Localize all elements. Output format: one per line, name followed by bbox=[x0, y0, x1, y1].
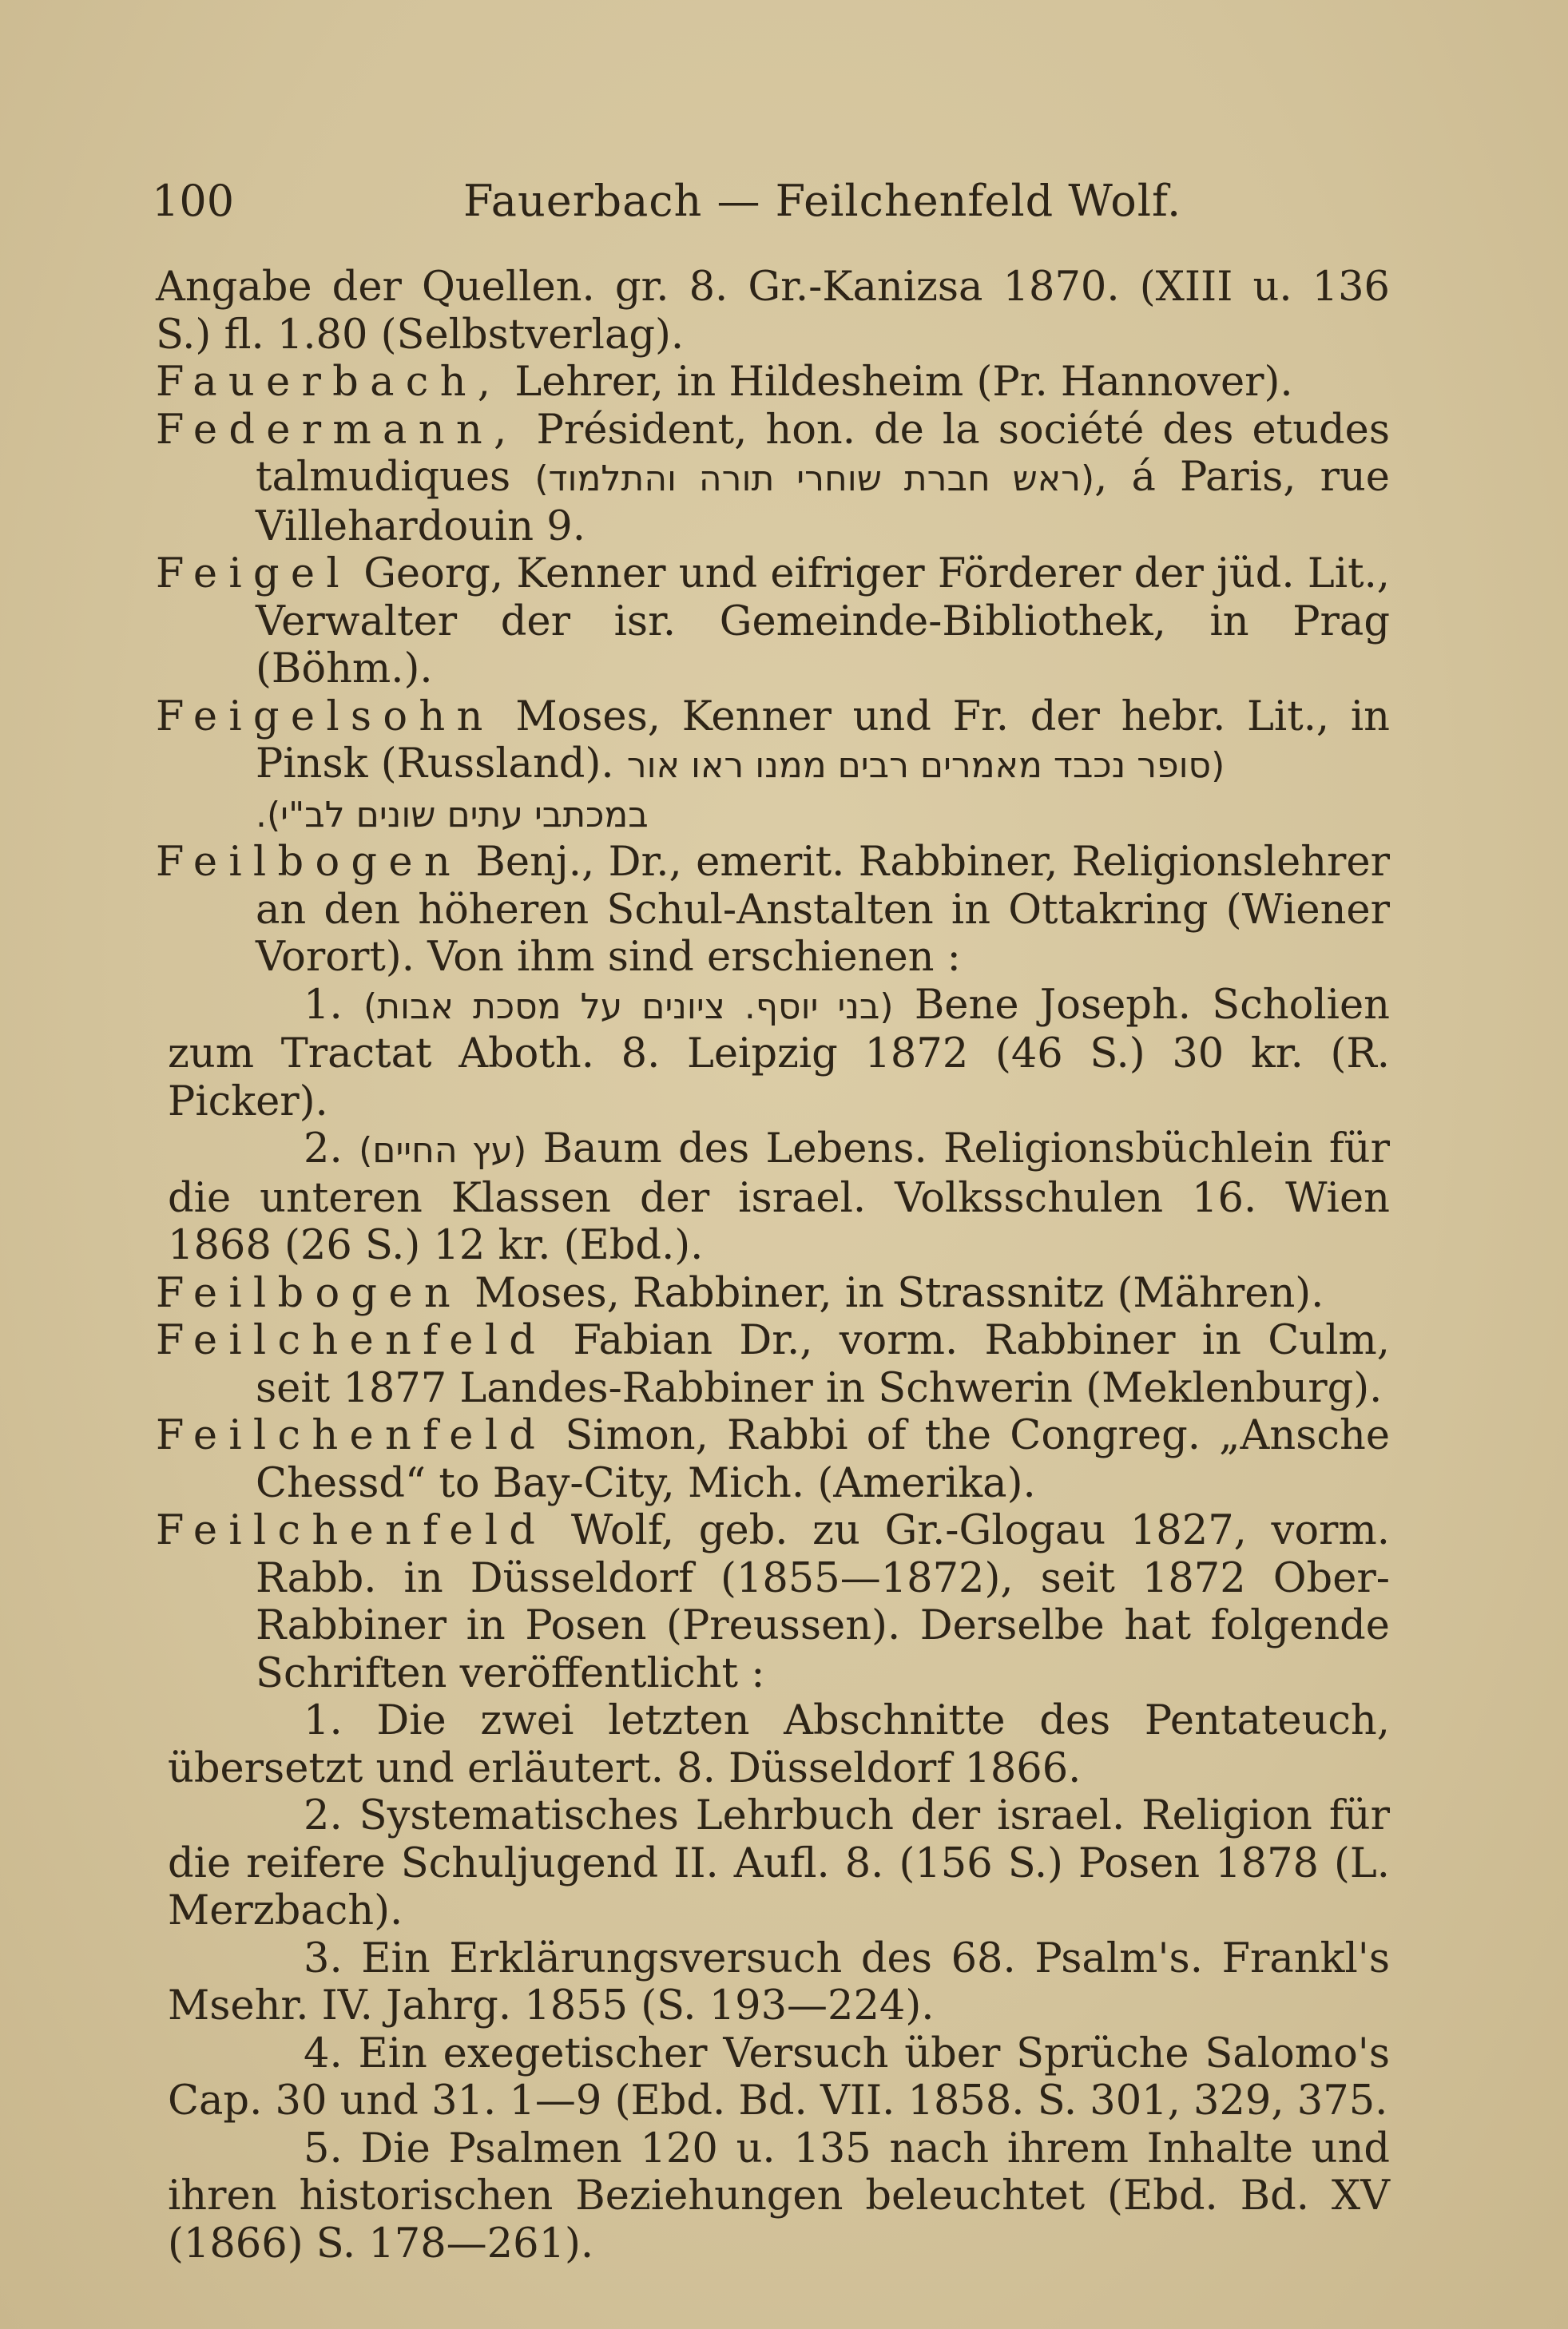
entry-name: Federmann, bbox=[156, 406, 518, 454]
entry-text: , á Paris, rue Villehardouin 9. bbox=[256, 454, 1390, 550]
entry-feilchenfeld-wolf bbox=[156, 1507, 1390, 1697]
entry-feilbogen-benj bbox=[156, 839, 1390, 982]
continuation-paragraph bbox=[156, 264, 1390, 359]
publication-item bbox=[156, 982, 1390, 1126]
entry-text: Fabian Dr., vorm. Rabbiner in Culm, seit 1877 Landes-Rabbiner in Schwerin (Meklenburg). bbox=[256, 1317, 1390, 1412]
hebrew-text: (סופר נכבד מאמרים רבים ממנו ראו אור bbox=[626, 745, 1225, 786]
hebrew-title: (עץ החיים) bbox=[359, 1130, 527, 1171]
entry-name: Feigelsohn bbox=[156, 692, 494, 740]
entry-text: Lehrer, in Hildesheim (Pr. Hannover). bbox=[502, 359, 1293, 406]
entry-name: Feilbogen bbox=[156, 1269, 462, 1317]
entry-federmann bbox=[156, 407, 1390, 551]
hebrew-title: (בני יוסף. ציונים על מסכת אבות) bbox=[363, 986, 894, 1027]
text-line: Angabe der Quellen. gr. 8. Gr.-Kanizsa 1870. (XIII u. 136 S.) bbox=[156, 264, 1390, 359]
entry-name: Feilchenfeld bbox=[156, 1317, 547, 1364]
entry-text: Simon, Rabbi of the Congreg. „Ansche Chessd“ to Bay-City, Mich. (Amerika). bbox=[256, 1412, 1390, 1507]
publication-item bbox=[156, 1125, 1390, 1270]
item-text: Bene Joseph. Scholien zum Tractat Aboth. 8. Leipzig 1872 (46 S.) 30 kr. (R. Picker). bbox=[168, 981, 1390, 1125]
entry-text: Président, hon. de la société des etudes talmudiques bbox=[256, 406, 1390, 501]
running-header bbox=[152, 169, 1398, 233]
entry-text: Moses, Kenner und Fr. der hebr. Lit., in Pinsk (Russland). bbox=[256, 692, 1390, 788]
running-title: Fauerbach — Feilchenfeld Wolf. bbox=[463, 176, 1182, 226]
entry-name: Feigel bbox=[156, 550, 351, 597]
item-number: 1. bbox=[304, 981, 363, 1029]
entry-feigelsohn bbox=[156, 693, 1390, 839]
publication-item: 5. Die Psalmen 120 u. 135 nach ihrem Inhalte und ihren historischen Beziehungen beleuchtet (Ebd. Bd. XV (1866) S. 178—261). bbox=[168, 2125, 1390, 2268]
text-line: fl. 1.80 (Selbstverlag). bbox=[224, 311, 685, 359]
publication-item: 4. Ein exegetischer Versuch über Sprüche Salomo's Cap. 30 und 31. 1—9 (Ebd. Bd. VII. 1858. S. 301, 329, 375. bbox=[168, 2029, 1390, 2125]
hebrew-title: (ראש חברת שוחרי תורה והתלמוד) bbox=[534, 458, 1095, 499]
entry-name: Feilchenfeld bbox=[156, 1507, 547, 1554]
entry-feigel bbox=[156, 550, 1390, 693]
item-text: Baum des Lebens. Religionsbüchlein für die unteren Klassen der israel. Volksschulen 16. Wien 1868 (26 S.) 12 kr. (Ebd.). bbox=[168, 1125, 1391, 1269]
page-number: 100 bbox=[152, 176, 235, 226]
entry-text: Georg, Kenner und eifriger Förderer der jüd. Lit., Verwalter der isr. Gemeinde-Bibliothek, in Prag (Böhm.). bbox=[256, 550, 1390, 692]
item-number: 2. bbox=[304, 1125, 359, 1172]
entry-text: Wolf, geb. zu Gr.-Glogau 1827, vorm. Rabb. in Düsseldorf (1855—1872), seit 1872 Ober-Rabbiner in Posen (Preussen). Derselbe hat folgende Schriften veröffentlicht : bbox=[256, 1507, 1390, 1697]
entry-feilbogen-moses bbox=[156, 1270, 1390, 1318]
entry-feilchenfeld-simon bbox=[156, 1412, 1390, 1507]
page-body bbox=[156, 264, 1390, 2268]
entry-text: Moses, Rabbiner, in Strassnitz (Mähren). bbox=[461, 1269, 1324, 1317]
entry-name: Fauerbach, bbox=[156, 359, 502, 406]
publication-item: 2. Systematisches Lehrbuch der israel. Religion für die reifere Schuljugend II. Aufl. 8. (156 S.) Posen 1878 (L. Merzbach). bbox=[168, 1792, 1390, 1934]
entry-name: Feilchenfeld bbox=[156, 1412, 547, 1459]
hebrew-text: במכתבי עתים שונים לב"י). bbox=[256, 794, 649, 835]
entry-fauerbach bbox=[156, 359, 1390, 407]
publication-item: 1. Die zwei letzten Abschnitte des Pentateuch, übersetzt und erläutert. 8. Düsseldorf 1866. bbox=[168, 1697, 1390, 1792]
publication-item: 3. Ein Erklärungsversuch des 68. Psalm's. Frankl's Msehr. IV. Jahrg. 1855 (S. 193—224). bbox=[168, 1934, 1390, 2029]
entry-feilchenfeld-fabian bbox=[156, 1317, 1390, 1412]
entry-name: Feilbogen bbox=[156, 839, 462, 886]
entry-text: Benj., Dr., emerit. Rabbiner, Religionslehrer an den höheren Schul-Anstalten in Ottakring (Wiener Vorort). Von ihm sind erschienen : bbox=[256, 839, 1390, 981]
